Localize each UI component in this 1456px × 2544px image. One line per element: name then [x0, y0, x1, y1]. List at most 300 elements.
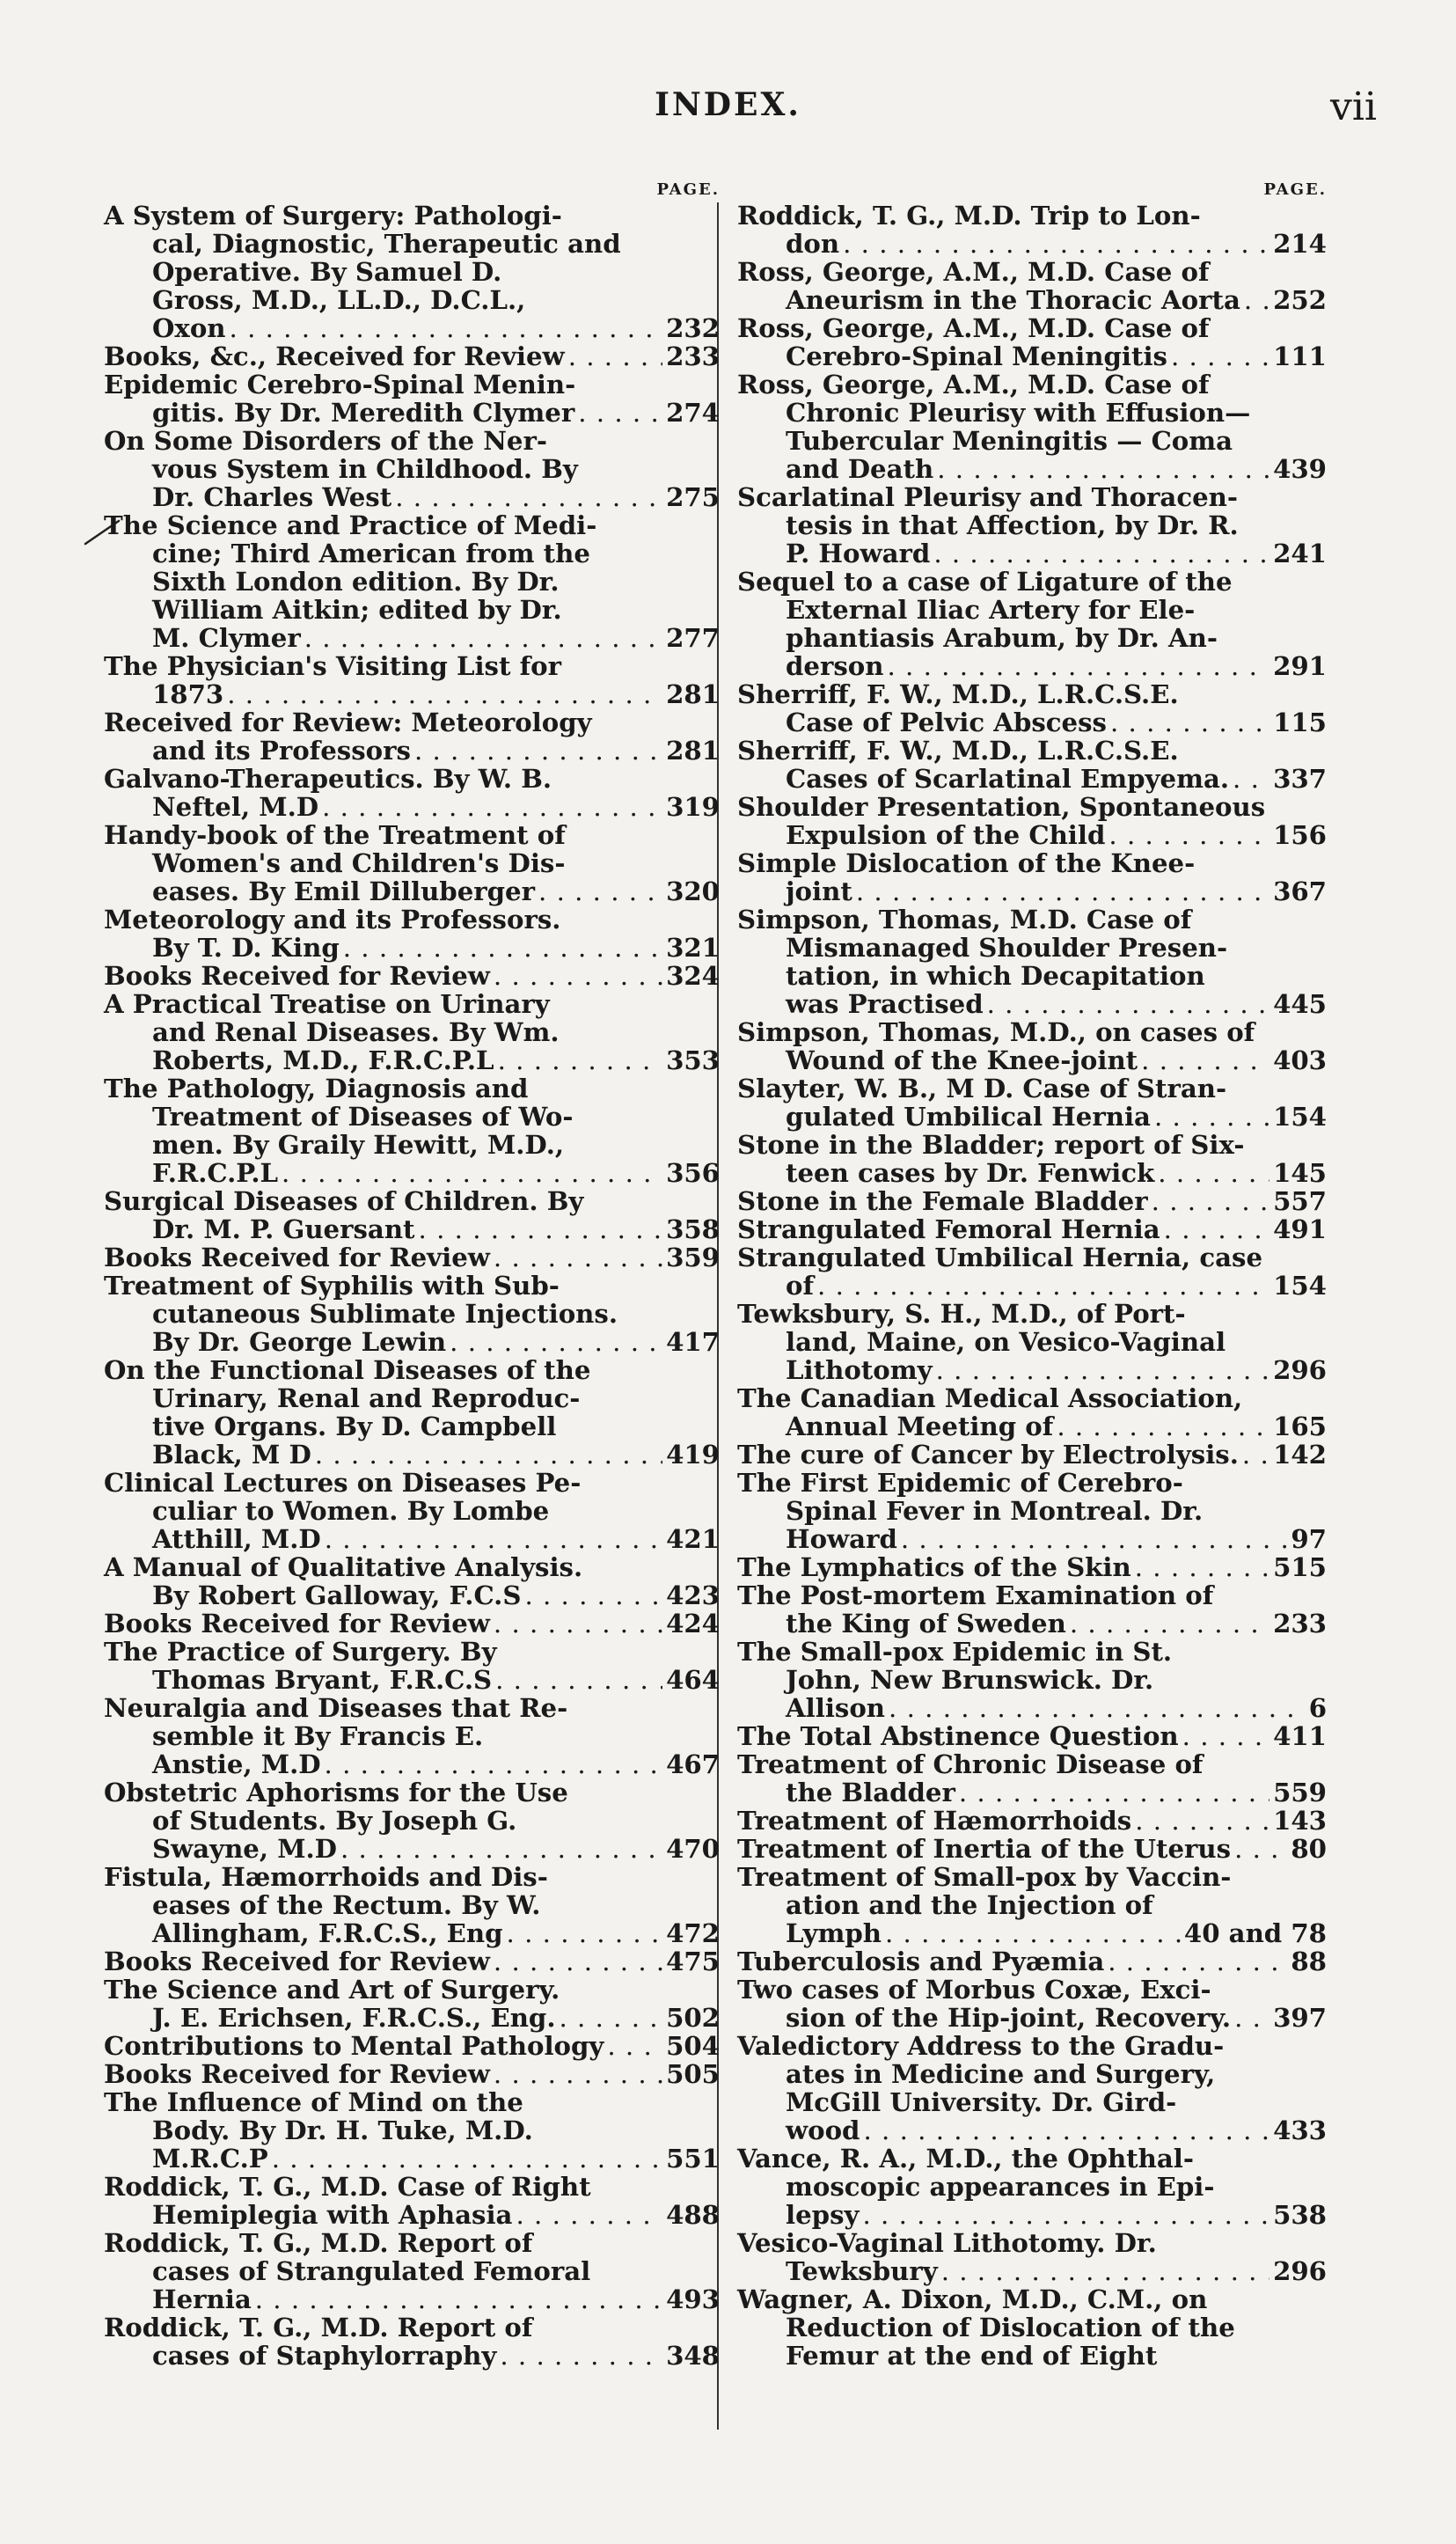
entry-line	[737, 1525, 1327, 1553]
index-entry	[104, 1778, 720, 1863]
index-entry	[737, 849, 1327, 905]
dot-leader	[987, 990, 1269, 1018]
entry-line	[737, 1497, 1327, 1525]
entry-text: and Death	[786, 454, 934, 484]
page-number-ref: 538	[1273, 2200, 1327, 2230]
entry-line	[737, 1018, 1327, 1046]
page-number-ref: 557	[1273, 1186, 1327, 1216]
entry-line	[104, 1300, 720, 1328]
page-number-ref: 445	[1273, 989, 1327, 1019]
entry-text: Body. By Dr. H. Tuke, M.D.	[152, 2115, 533, 2145]
index-column-left	[104, 180, 720, 2370]
entry-line	[737, 455, 1327, 483]
dot-leader	[1242, 1441, 1269, 1469]
entry-line	[104, 1638, 720, 1666]
entry-text: tive Organs. By D. Campbell	[152, 1411, 557, 1441]
dot-leader	[282, 1159, 662, 1187]
entry-text: culiar to Women. By Lombe	[152, 1496, 550, 1526]
entry-text: Femur at the end of Eight	[786, 2341, 1158, 2371]
dot-leader	[450, 1328, 662, 1356]
entry-line	[104, 877, 720, 905]
entry-line	[737, 1891, 1327, 1919]
entry-text: Books Received for Review	[104, 961, 490, 991]
page-number-ref: 359	[666, 1243, 720, 1272]
page-number-ref: 319	[666, 792, 720, 822]
dot-leader	[1244, 286, 1269, 314]
index-entry	[104, 765, 720, 821]
page-number: vii	[1329, 84, 1377, 129]
entry-text: Roberts, M.D., F.R.C.P.L	[152, 1045, 494, 1075]
entry-line	[104, 1694, 720, 1722]
entry-line	[737, 2088, 1327, 2116]
page-number-ref: 337	[1273, 764, 1327, 794]
entry-text: Scarlatinal Pleurisy and Thoracen-	[737, 482, 1239, 512]
entry-text: Anstie, M.D	[152, 1749, 321, 1779]
entry-text: M. Clymer	[152, 623, 301, 653]
entry-line	[104, 370, 720, 399]
entry-text: land, Maine, on Vesico-Vaginal	[786, 1327, 1226, 1357]
page-number-ref: 232	[666, 313, 720, 343]
dot-leader	[495, 1666, 662, 1694]
entry-text: cases of Strangulated Femoral	[152, 2256, 591, 2286]
entry-line	[737, 877, 1327, 905]
dot-leader	[843, 230, 1269, 258]
index-entry	[737, 1947, 1327, 1976]
page-title: INDEX.	[655, 86, 801, 123]
entry-text: Neftel, M.D	[152, 792, 319, 822]
entry-line	[104, 511, 720, 539]
page-number-ref: 241	[1273, 539, 1327, 568]
entry-text: vous System in Childhood. By	[152, 454, 578, 484]
entry-text: was Practised	[786, 989, 984, 1019]
index-entry	[737, 1384, 1327, 1441]
index-entry	[104, 1243, 720, 1272]
page-number-ref: 97	[1291, 1524, 1327, 1554]
entry-line	[104, 2032, 720, 2060]
page-number-ref: 111	[1273, 341, 1327, 371]
entry-line	[104, 1835, 720, 1863]
entry-line	[104, 1919, 720, 1947]
entry-line	[104, 455, 720, 483]
entry-text: of Students. By Joseph G.	[152, 1806, 517, 1836]
dot-leader	[494, 1609, 662, 1638]
entry-text: Meteorology and its Professors.	[104, 905, 561, 935]
page-number-ref: 321	[666, 933, 720, 963]
entry-text: Books Received for Review	[104, 1243, 490, 1272]
entry-line	[104, 905, 720, 934]
index-entry	[104, 1469, 720, 1553]
entry-text: Ross, George, A.M., M.D. Case of	[737, 370, 1210, 400]
page-number-ref: 324	[666, 961, 720, 991]
entry-text: Operative. By Samuel D.	[152, 257, 502, 287]
entry-line	[104, 2116, 720, 2144]
entry-line	[104, 2257, 720, 2285]
entry-line	[104, 934, 720, 962]
entry-text: Cerebro-Spinal Meningitis	[786, 341, 1167, 371]
entry-text: moscopic appearances in Epi-	[786, 2172, 1215, 2202]
page-number-ref: 464	[666, 1665, 720, 1695]
dot-leader	[494, 1947, 662, 1976]
entry-line	[737, 2285, 1327, 2313]
dot-leader	[524, 1581, 662, 1609]
index-entry	[104, 652, 720, 708]
entry-text: Annual Meeting of	[786, 1411, 1054, 1441]
index-entry	[737, 202, 1327, 258]
entry-text: Simple Dislocation of the Knee-	[737, 848, 1196, 878]
entry-text: Books Received for Review	[104, 2059, 490, 2089]
entry-text: Slayter, W. B., M D. Case of Stran-	[737, 1074, 1227, 1103]
index-entry	[737, 1807, 1327, 1835]
entry-line	[104, 1441, 720, 1469]
entry-text: M.R.C.P	[152, 2144, 268, 2174]
dot-leader	[1070, 1609, 1269, 1638]
entry-line	[104, 286, 720, 314]
dot-leader	[817, 1272, 1269, 1300]
entry-line	[104, 1103, 720, 1131]
entry-line	[737, 793, 1327, 821]
dot-leader	[1152, 1187, 1269, 1215]
index-entry	[104, 1272, 720, 1356]
entry-line	[104, 2173, 720, 2201]
page-number-ref: 233	[666, 341, 720, 371]
entry-line	[737, 1638, 1327, 1666]
entry-line	[737, 1469, 1327, 1497]
dot-leader	[1135, 1807, 1269, 1835]
entry-text: Allingham, F.R.C.S., Eng	[152, 1918, 503, 1948]
entry-text: William Aitkin; edited by Dr.	[152, 595, 562, 625]
page-number-ref: 274	[666, 398, 720, 428]
entry-text: Roddick, T. G., M.D. Report of	[104, 2313, 533, 2342]
page-number-ref: 277	[666, 623, 720, 653]
dot-leader	[325, 1525, 662, 1553]
dot-leader	[887, 652, 1269, 680]
index-entry	[104, 962, 720, 990]
page-number-ref: 411	[1273, 1721, 1327, 1751]
entry-line	[737, 1835, 1327, 1863]
index-entry	[104, 1187, 720, 1243]
entry-text: Treatment of Chronic Disease of	[737, 1749, 1204, 1779]
entry-line	[104, 2342, 720, 2370]
dot-leader	[1158, 1159, 1269, 1187]
page-number-ref: 296	[1273, 1355, 1327, 1385]
page-number-ref: 504	[666, 2031, 720, 2061]
entry-line	[737, 1441, 1327, 1469]
index-column-right	[737, 180, 1327, 2370]
entry-text: cine; Third American from the	[152, 539, 590, 568]
entry-text: Received for Review: Meteorology	[104, 707, 592, 737]
page-number-ref: 6	[1308, 1693, 1327, 1723]
entry-text: cal, Diagnostic, Therapeutic and	[152, 229, 621, 259]
page-number-ref: 356	[666, 1158, 720, 1188]
entry-text: Two cases of Morbus Coxæ, Exci-	[737, 1975, 1211, 2005]
entry-text: Lithotomy	[786, 1355, 933, 1385]
entry-line	[104, 1215, 720, 1243]
index-entry	[104, 427, 720, 511]
page-number-ref: 505	[666, 2059, 720, 2089]
entry-text: Wound of the Knee-joint	[786, 1045, 1138, 1075]
page-number-ref: 358	[666, 1214, 720, 1244]
entry-line	[104, 342, 720, 370]
entry-text: Sequel to a case of Ligature of the	[737, 567, 1233, 597]
entry-line	[737, 708, 1327, 737]
dot-leader	[607, 2032, 662, 2060]
entry-text: teen cases by Dr. Fenwick	[786, 1158, 1155, 1188]
entry-line	[737, 849, 1327, 877]
entry-text: Books Received for Review	[104, 1609, 490, 1639]
entry-line	[104, 596, 720, 624]
index-entry	[737, 793, 1327, 849]
entry-text: Treatment of Small-pox by Vaccin-	[737, 1862, 1232, 1892]
entry-text: Shoulder Presentation, Spontaneous	[737, 792, 1266, 822]
index-entry	[104, 342, 720, 370]
entry-text: On Some Disorders of the Ner-	[104, 426, 547, 456]
entry-line	[737, 1215, 1327, 1243]
dot-leader	[937, 455, 1269, 483]
entry-text: Aneurism in the Thoracic Aorta	[786, 285, 1240, 315]
entry-line	[737, 2313, 1327, 2342]
page-number-ref: 252	[1273, 285, 1327, 315]
index-entry	[104, 1863, 720, 1947]
entry-line	[737, 1722, 1327, 1750]
index-entry	[104, 1074, 720, 1187]
entry-line	[104, 1272, 720, 1300]
entry-text: The Lymphatics of the Skin	[737, 1552, 1131, 1582]
entry-line	[737, 624, 1327, 652]
index-entry	[737, 1722, 1327, 1750]
entry-line	[104, 1581, 720, 1609]
index-entry	[104, 1553, 720, 1609]
index-entry	[737, 1553, 1327, 1581]
entry-text: eases of the Rectum. By W.	[152, 1890, 541, 1920]
dot-leader	[959, 1778, 1269, 1807]
page-number-ref: 419	[666, 1440, 720, 1470]
entry-line	[737, 2201, 1327, 2229]
entry-line	[104, 1046, 720, 1074]
entry-text: Gross, M.D., LL.D., D.C.L.,	[152, 285, 526, 315]
entry-line	[104, 1497, 720, 1525]
index-entry	[104, 202, 720, 342]
entry-text: On the Functional Diseases of the	[104, 1355, 591, 1385]
index-entry	[737, 2032, 1327, 2144]
entry-text: A Manual of Qualitative Analysis.	[104, 1552, 583, 1582]
entry-text: gulated Umbilical Hernia	[786, 1102, 1151, 1132]
index-entry	[737, 568, 1327, 680]
index-entry	[737, 2285, 1327, 2370]
entry-line	[737, 1666, 1327, 1694]
entry-line	[104, 708, 720, 737]
entry-line	[737, 2144, 1327, 2173]
dot-leader	[856, 877, 1269, 905]
entry-text: Epidemic Cerebro-Spinal Menin-	[104, 370, 576, 400]
entry-text: Sixth London edition. By Dr.	[152, 567, 560, 597]
index-entry	[104, 1947, 720, 1976]
entry-text: Neuralgia and Diseases that Re-	[104, 1693, 568, 1723]
entry-line	[737, 1412, 1327, 1441]
entry-text: 1873	[152, 679, 224, 709]
entry-line	[104, 2088, 720, 2116]
entry-text: The Science and Art of Surgery.	[104, 1975, 560, 2005]
entry-line	[737, 1581, 1327, 1609]
entry-text: External Iliac Artery for Ele-	[786, 595, 1196, 625]
entry-text: Spinal Fever in Montreal. Dr.	[786, 1496, 1204, 1526]
dot-leader	[568, 342, 662, 370]
entry-text: Hemiplegia with Aphasia	[152, 2200, 513, 2230]
index-entry	[104, 1356, 720, 1469]
entry-line	[104, 680, 720, 708]
entry-text: Tewksbury	[786, 2256, 938, 2286]
entry-text: joint	[786, 876, 852, 906]
entry-line	[104, 258, 720, 286]
index-entry	[737, 1243, 1327, 1300]
entry-line	[737, 1159, 1327, 1187]
entry-line	[104, 483, 720, 511]
page-header	[0, 86, 1456, 139]
index-entry	[737, 1638, 1327, 1722]
index-entry	[104, 1638, 720, 1694]
dot-leader	[395, 483, 662, 511]
entry-line	[104, 1328, 720, 1356]
entry-line	[737, 286, 1327, 314]
entry-line	[737, 934, 1327, 962]
page-number-ref: 291	[1273, 651, 1327, 681]
entry-text: Contributions to Mental Pathology	[104, 2031, 604, 2061]
entry-text: The Total Abstinence Question	[737, 1721, 1179, 1751]
entry-line	[737, 1272, 1327, 1300]
entry-line	[104, 1187, 720, 1215]
entry-line	[737, 1243, 1327, 1272]
index-entry	[737, 1750, 1327, 1807]
entry-line	[737, 821, 1327, 849]
page-number-ref: 403	[1273, 1045, 1327, 1075]
entry-text: Vesico-Vaginal Lithotomy. Dr.	[737, 2228, 1157, 2258]
entry-line	[737, 765, 1327, 793]
entry-text: sion of the Hip-joint, Recovery.	[786, 2003, 1232, 2033]
entry-text: Stone in the Bladder; report of Six-	[737, 1130, 1245, 1160]
index-entry	[737, 1835, 1327, 1863]
entry-line	[104, 1891, 720, 1919]
index-entry	[737, 483, 1327, 568]
dot-leader	[1164, 1215, 1269, 1243]
index-entry	[737, 1469, 1327, 1553]
entry-text: ates in Medicine and Surgery,	[786, 2059, 1216, 2089]
page-number-ref: 488	[666, 2200, 720, 2230]
entry-text: Books, &c., Received for Review	[104, 341, 565, 371]
entry-text: J. E. Erichsen, F.R.C.S., Eng.	[152, 2003, 556, 2033]
entry-text: Stone in the Female Bladder	[737, 1186, 1148, 1216]
entry-text: Vance, R. A., M.D., the Ophthal-	[737, 2144, 1195, 2174]
index-entry	[104, 1694, 720, 1778]
entry-line	[104, 399, 720, 427]
entry-text: A System of Surgery: Pathologi-	[104, 201, 562, 231]
entry-text: derson	[786, 651, 884, 681]
index-entry	[737, 1187, 1327, 1215]
dot-leader	[340, 1835, 662, 1863]
index-entry	[104, 511, 720, 652]
entry-line	[104, 2201, 720, 2229]
page-number-ref: 143	[1273, 1806, 1327, 1836]
entry-text: Hernia	[152, 2284, 252, 2314]
entry-text: Black, M D	[152, 1440, 311, 1470]
entry-text: Oxon	[152, 313, 226, 343]
page-number-ref: 281	[666, 679, 720, 709]
entry-line	[104, 539, 720, 568]
entry-line	[737, 596, 1327, 624]
entry-text: Cases of Scarlatinal Empyema.	[786, 764, 1230, 794]
index-entry	[737, 1441, 1327, 1469]
dot-leader	[500, 2342, 662, 2370]
dot-leader	[315, 1441, 662, 1469]
entry-line	[104, 1356, 720, 1384]
entry-text: The Science and Practice of Medi-	[104, 510, 597, 540]
dot-leader	[516, 2201, 662, 2229]
entry-line	[737, 905, 1327, 934]
entry-text: The Small-pox Epidemic in St.	[737, 1637, 1173, 1667]
entry-text: don	[786, 229, 840, 259]
dot-leader	[322, 793, 662, 821]
entry-text: Surgical Diseases of Children. By	[104, 1186, 584, 1216]
entry-line	[737, 342, 1327, 370]
entry-line	[104, 230, 720, 258]
entry-line	[737, 2229, 1327, 2257]
entry-text: Urinary, Renal and Reproduc-	[152, 1383, 581, 1413]
entry-line	[104, 1074, 720, 1103]
dot-leader	[901, 1525, 1288, 1553]
entry-text: Atthill, M.D	[152, 1524, 321, 1554]
page-number-ref: 145	[1273, 1158, 1327, 1188]
entry-text: Women's and Children's Dis-	[152, 848, 566, 878]
entry-text: By Dr. George Lewin	[152, 1327, 447, 1357]
entry-text: semble it By Francis E.	[152, 1721, 484, 1751]
page-number-ref: 348	[666, 2341, 720, 2371]
entry-text: Treatment of Inertia of the Uterus	[737, 1834, 1232, 1864]
entry-line	[737, 2116, 1327, 2144]
entry-line	[737, 1778, 1327, 1807]
index-entry	[104, 990, 720, 1074]
entry-line	[737, 1384, 1327, 1412]
entry-text: Fistula, Hæmorrhoids and Dis-	[104, 1862, 548, 1892]
entry-text: wood	[786, 2115, 860, 2145]
entry-line	[104, 1609, 720, 1638]
entry-line	[737, 1328, 1327, 1356]
index-entry	[104, 2088, 720, 2173]
entry-text: Chronic Pleurisy with Effusion—	[786, 398, 1251, 428]
page-number-ref: 353	[666, 1045, 720, 1075]
page-number-ref: 320	[666, 876, 720, 906]
entry-text: Allison	[786, 1693, 886, 1723]
index-entry	[737, 1863, 1327, 1947]
dot-leader	[1108, 821, 1269, 849]
entry-text: cutaneous Sublimate Injections.	[152, 1299, 618, 1329]
index-entry	[737, 1976, 1327, 2032]
entry-line	[737, 539, 1327, 568]
entry-line	[104, 1525, 720, 1553]
dot-leader	[1234, 1835, 1287, 1863]
entry-text: Dr. M. P. Guersant	[152, 1214, 415, 1244]
entry-text: and its Professors	[152, 736, 411, 766]
entry-text: Books Received for Review	[104, 1946, 490, 1976]
entry-line	[737, 1074, 1327, 1103]
index-entry	[104, 2313, 720, 2370]
entry-text: Sherriff, F. W., M.D., L.R.C.S.E.	[737, 679, 1179, 709]
entry-line	[104, 1666, 720, 1694]
entry-text: P. Howard	[786, 539, 931, 568]
index-entry	[104, 708, 720, 765]
entry-text: The First Epidemic of Cerebro-	[737, 1468, 1183, 1498]
dot-leader	[507, 1919, 663, 1947]
page-number-ref: 433	[1273, 2115, 1327, 2145]
entry-line	[104, 2004, 720, 2032]
entry-line	[104, 1722, 720, 1750]
